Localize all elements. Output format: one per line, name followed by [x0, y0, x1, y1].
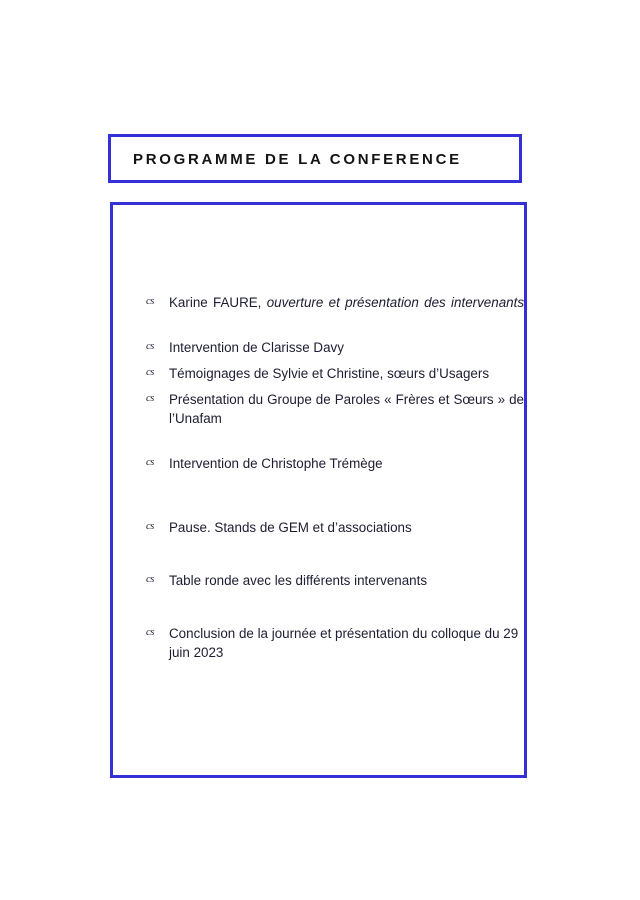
spacer	[144, 331, 524, 338]
floral-bullet-icon: cs	[146, 393, 154, 404]
list-item-text: Table ronde avec les différents intervenants	[169, 573, 428, 588]
list-item	[144, 293, 524, 331]
list-item-text: Intervention de Christophe Trémège	[169, 456, 383, 471]
spacer	[144, 473, 524, 518]
spacer	[144, 357, 524, 364]
list-item-text: Intervention de Clarisse Davy	[169, 340, 344, 355]
list-item-text: Témoignages de Sylvie et Christine, sœurs d’Usagers	[169, 366, 490, 381]
spacer	[144, 590, 524, 624]
list-item	[144, 518, 524, 537]
spacer	[144, 537, 524, 571]
floral-bullet-icon: cs	[146, 627, 154, 638]
floral-bullet-icon: cs	[146, 574, 154, 585]
floral-bullet-icon: cs	[146, 521, 154, 532]
conference-title-box	[108, 134, 522, 183]
list-item-emphasis: ouverture et présentation des intervenants	[266, 295, 525, 310]
spacer	[144, 383, 524, 390]
list-item	[144, 571, 524, 590]
list-item-text: Pause. Stands de GEM et d’associations	[169, 520, 412, 535]
spacer	[144, 447, 524, 454]
floral-bullet-icon: cs	[146, 457, 154, 468]
floral-bullet-icon: cs	[146, 367, 154, 378]
list-item-text	[169, 293, 524, 331]
floral-bullet-icon: cs	[146, 296, 154, 307]
floral-bullet-icon: cs	[146, 341, 154, 352]
list-item	[144, 454, 524, 473]
list-item-text: Présentation du Groupe de Paroles « Frères et Sœurs » de l’Unafam	[169, 392, 524, 426]
programme-content-box	[110, 202, 527, 778]
list-item	[144, 338, 524, 357]
list-item	[144, 364, 524, 383]
programme-list	[144, 293, 524, 662]
page-title: PROGRAMME DE LA CONFERENCE	[133, 151, 462, 168]
list-item	[144, 624, 524, 662]
list-item-lead: Karine FAURE,	[169, 295, 267, 310]
list-item	[144, 390, 524, 447]
list-item-text: Conclusion de la journée et présentation du colloque du 29 juin 2023	[169, 626, 519, 660]
